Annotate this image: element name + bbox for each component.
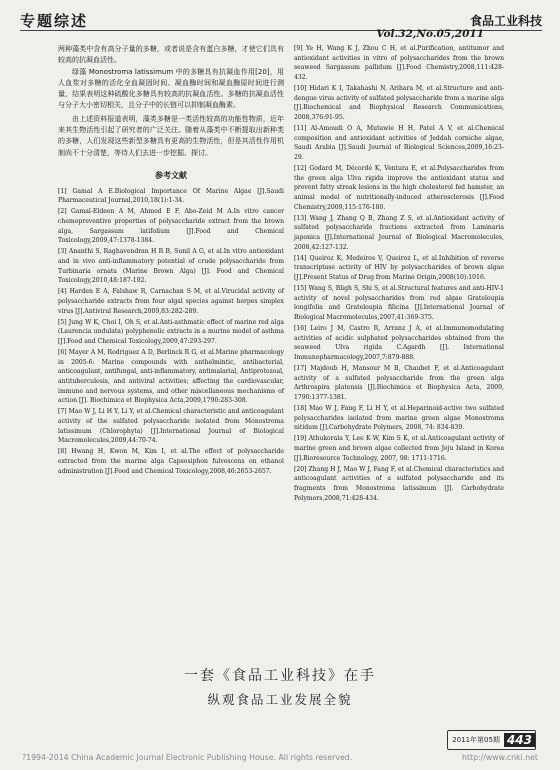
references-heading: 参考文献 [155, 170, 187, 180]
body-paragraph: 绿藻 Monostroma latissimum 中的多糖具有抗凝血作用[20]，用人血浆对多糖的活化全血凝固时间、凝血酶时间和凝血酶原时间进行测量，结果表明这种硫酸化多糖具有较高的抗凝血活性。多糖的抗凝血活性与分子大小密切相关，且分子中的长链可以抑制凝血酶素。 [58, 67, 284, 110]
right-column [294, 44, 504, 505]
promo-slogan-line1: 一套《食品工业科技》在手 [184, 668, 376, 684]
left-column [58, 44, 284, 478]
page-number-badge [447, 730, 536, 750]
journal-name: 食品工业科技 [469, 14, 542, 28]
reference-item: [4] Harden E A, Falshaw R, Carnachan S M, et al.Virucidal activity of polysaccharide extracts from four algal species against herpes simplex virus [J].Antiviral Research,2009,83:282-289. [58, 288, 284, 315]
reference-item: [9] Ye H, Wang K J, Zhou C H, et al.Purification, antitumor and antioxidant activities in vitro of polysaccharides from the brown seaweed Sargassum pallidum [J].Food Chemistry,2008,111:428-432. [294, 45, 504, 82]
page-number: 443 [504, 733, 535, 747]
reference-item: [16] Leiro J M, Castro R, Arranz J A, et al.Immunomodulating activities of acidic sulphated polysaccharides obtained from the seaweed Ulva rigida C.Agardh [J]. International Immunopharmacology,2007,7:879-888. [294, 325, 504, 362]
reference-item: [5] Jung W K, Choi I, Oh S, et al.Anti-asthmatic effect of marine red alga (Laurencia undulata) polyphenolic extracts in a murine model of asthma [J].Food and Chemical Toxicology,2009,47:293-297. [58, 318, 284, 345]
reference-item: [7] Mao W J, Li H Y, Li Y, et al.Chemical characteristic and anticoagulant activity of the sulfated polysaccharide isolated from Monostroma latissimum (Chlorophyta) [J].International Journal of Biological Macromolecules,2009,44:70-74. [58, 408, 284, 445]
reference-item: [15] Wang S, Bligh S, Shi S, et al.Structural features and anti-HIV-1 activity of novel polysaccharides from red algae Grateloupia longifolia and Grateloupia filicina [J].International Journal of Biological Macromolecules,2007,41:369-375. [294, 285, 504, 322]
body-paragraph: 两种藻类中含有高分子量的多糖，或者说是含有蛋白多糖，才使它们具有较高的抗凝血活性。 [58, 45, 284, 65]
reference-item: [13] Wang J, Zhang Q B, Zhang Z S, et al.Antioxidant activity of sulfated polysaccharide fractions extracted from Laminaria japonica [J].International Journal of Biological Macromolecules, 2008,42:127-132. [294, 214, 504, 251]
reference-item: [12] Godard M, Décordé K, Ventura E, et al.Polysaccharides from the green alga Ulva rigida improve the antioxidant status and prevent fatty streak lesions in the high cholesterol fed hamster, an animal model of nutritionally-induced atherosclerosis [J].Food Chemistry,2009,115:176-180. [294, 165, 504, 211]
reference-item: [18] Mao W J, Fang F, Li H Y, et al.Heparinoid-active two sulfated polysaccharides isolated from marine green algae Monostroma nitidum [J].Carbohydrate Polymers, 2008, 74: 834-839. [294, 405, 504, 432]
issue-label: 2011年第05期 [452, 736, 500, 744]
reference-item: [6] Mayer A M, Rodriguez A D, Berlinck R G, et al.Marine pharmacology in 2005-6: Marine compounds with anthelmintic, antibacterial, anticoagulant, antifungal, anti-inflammatory, antimalarial, Antiprotozoal, antituberculosis, and antiviral activities; affecting the cardiovascular, immune and nervous systems, and other miscellaneous mechanisms of action [J]. Biochimica et Biophysica Acta,2009,1790:283-308. [58, 348, 284, 405]
body-paragraph: 由上述资料报道表明，藻类多糖是一类活性较高的功能性物质，近年来其生物活性引起了研究者的广泛关注。随着从藻类中不断提取出新种类的多糖，人们发现这些新型多糖具有更高的生物活性，但是其活性作用机制尚不十分清楚，等待人们去进一步挖掘、探讨。 [58, 114, 284, 157]
reference-item: [2] Gamal-Eldeen A M, Ahmed E F, Abo-Zeid M A.In vitro cancer chemopreventive properties of polysaccharide extract from the brown alga, Sargassum latifolium [J].Food and Chemical Toxicology,2009,47:1378-1384. [58, 208, 284, 245]
copyright-text: ?1994-2014 China Academic Journal Electronic Publishing House. All rights reserved. [22, 753, 353, 762]
section-title: 专题综述 [20, 12, 89, 30]
footer-url[interactable]: http://www.cnki.net [462, 753, 538, 762]
reference-item: [8] Hwang H, Kwon M, Kim I, et al.The effect of polysaccharide extracted from the marine alga Capsosiphon fulvescens on ethanol administration [J].Food and Chemical Toxicology,2008,46:2653-2657. [58, 448, 284, 475]
reference-item: [1] Gamal A E.Biological Importance Of Marine Algae [J].Saudi Pharmaceutical Journal,2010,18(1):1-34. [58, 187, 284, 205]
reference-item: [10] Hidari K I, Takahashi N, Arihara M, et al.Structure and anti-dengue virus activity of sulfated polysaccharide from a marine alga [J].Biochemical and Biophysical Research Communications, 2008,376:91-95. [294, 85, 504, 122]
volume-info: Vol.32,No.05,2011 [376, 28, 484, 40]
copyright-footer [22, 753, 538, 762]
reference-item: [19] Athukorala Y, Lee K W, Kim S K, et al.Anticoagulant activity of marine green and brown algae collected from Jeju Island in Korea [J].Bioresource Technology, 2007, 98: 1711-1716. [294, 435, 504, 462]
reference-item: [14] Queiroz K, Medeiros V, Queiroz L, et al.Inhibition of reverse transcriptase activity of HIV by polysaccharides of brown algae [J].Present Status of Drug from Marine Origin,2008(10):1016. [294, 254, 504, 282]
reference-item: [17] Majdoub H, Mansour M B, Chaubet F, et al.Anticoagulant activity of a sulfated polysaccharide from the green alga Arthrospira platensis [J].Biochimica et Biophysica Acta, 2009, 1790:1377-1381. [294, 365, 504, 402]
promo-slogan-line2: 纵观食品工业发展全貌 [207, 692, 353, 707]
reference-item: [11] Al-Amoudi O A, Mutawie H H, Patel A V, et al.Chemical composition and antioxidant activities of Jeddah corniche algae, Saudi Arabia [J].Saudi Journal of Biological Sciences,2009,16:23-29. [294, 125, 504, 162]
reference-item: [3] Ananthi S, Raghavendran H R B, Sunil A G, et al.In vitro antioxidant and in vivo anti-inflammatory potential of crude polysaccharide from Turbinaria ornata (Marine Brown Alga) [J]. Food and Chemical Toxicology,2010,48:187-192. [58, 248, 284, 285]
reference-item: [20] Zhang H J, Mao W J, Fang F, et al.Chemical characteristics and anticoagulant activities of a sulfated polysaccharide and its fragments from Monostroma latissimum [J]. Carbohydrate Polymers,2008,71:428-434. [294, 465, 504, 502]
